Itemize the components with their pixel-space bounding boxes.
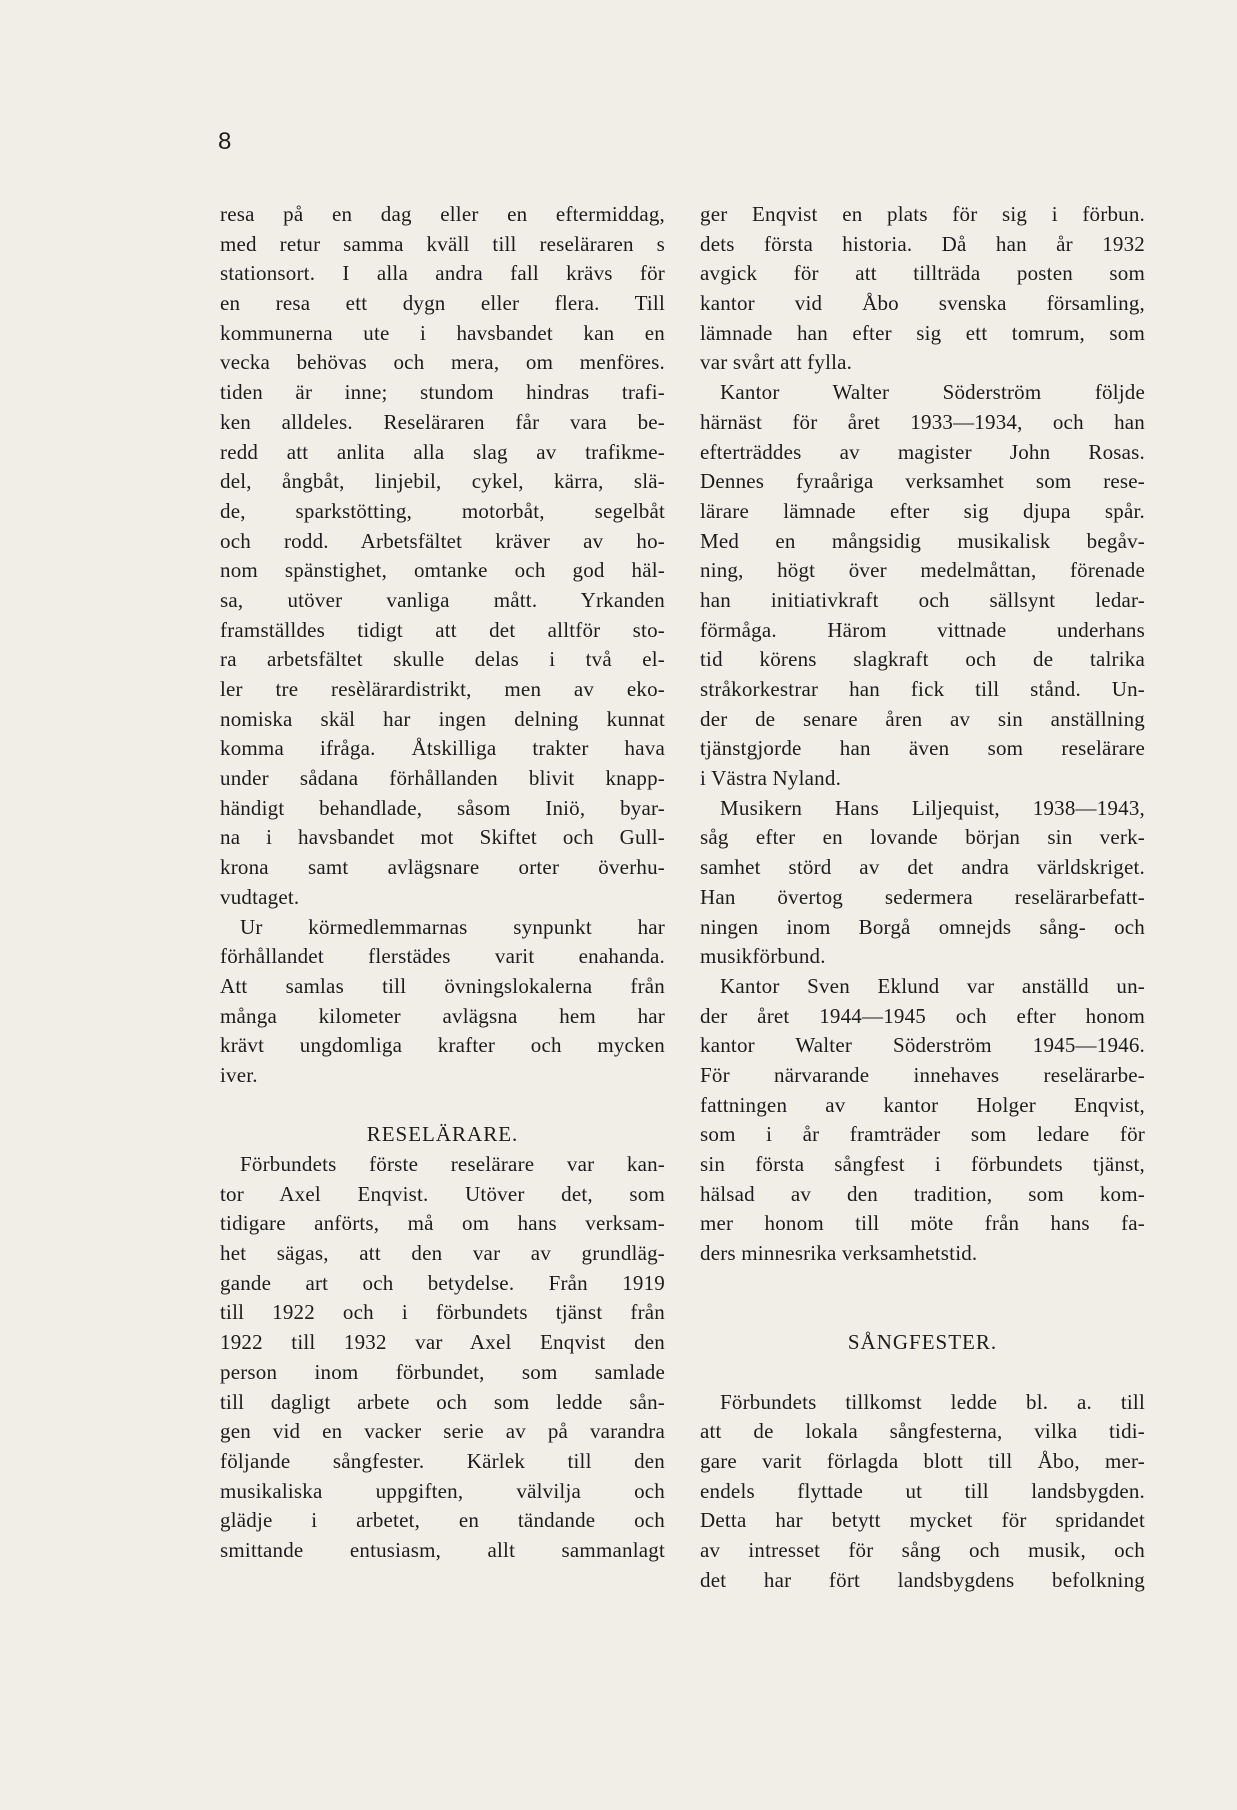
text-line: såg efter en lovande början sin verk- — [700, 825, 1145, 850]
right-column — [700, 200, 1145, 1595]
text-line: Med en mångsidig musikalisk begåv- — [700, 528, 1145, 553]
text-line: 1922 till 1932 var Axel Enqvist den — [220, 1330, 665, 1355]
text-line: nomiska skäl har ingen delning kunnat — [220, 706, 665, 731]
text-line: tid körens slagkraft och de talrika — [700, 647, 1145, 672]
section-heading: RESELÄRARE. — [366, 1122, 519, 1147]
text-line: redd att anlita alla slag av trafikme- — [220, 439, 665, 464]
text-line: Att samlas till övningslokalerna från — [220, 973, 665, 998]
left-column — [220, 200, 665, 1566]
text-line: att de lokala sångfesterna, vilka tidi- — [700, 1419, 1145, 1444]
text-line: efterträddes av magister John Rosas. — [700, 439, 1145, 464]
text-line: kantor vid Åbo svenska församling, — [700, 291, 1145, 316]
paragraph-spacer — [220, 1091, 665, 1121]
text-line: stråkorkestrar han fick till stånd. Un- — [700, 677, 1145, 701]
text-line: hälsad av den tradition, som kom- — [700, 1181, 1145, 1206]
text-line: krävt ungdomliga krafter och mycken — [220, 1033, 665, 1058]
text-line: tjänstgjorde han även som reselärare — [700, 736, 1145, 761]
text-line: gen vid en vacker serie av på varandra — [220, 1419, 665, 1444]
text-line: Ur körmedlemmarnas synpunkt har — [240, 914, 665, 939]
text-line: Förbundets förste reselärare var kan- — [240, 1152, 665, 1176]
text-line: sa, utöver vanliga mått. Yrkanden — [220, 587, 665, 612]
text-line: ra arbetsfältet skulle delas i två el- — [220, 647, 665, 672]
text-line: framställdes tidigt att det alltför sto- — [220, 617, 665, 642]
text-line: många kilometer avlägsna hem har — [220, 1003, 665, 1028]
text-line: i Västra Nyland. — [700, 766, 842, 791]
text-line: vudtaget. — [220, 884, 300, 909]
page-number: 8 — [218, 128, 232, 155]
text-line: det har fört landsbygdens befolkning — [700, 1567, 1145, 1592]
text-line: med retur samma kväll till reseläraren s — [220, 231, 665, 256]
text-line: För närvarande innehaves reselärarbe- — [700, 1062, 1145, 1087]
text-line: följande sångfester. Kärlek till den — [220, 1448, 665, 1473]
text-line: ler tre resèlärardistrikt, men av eko- — [220, 677, 665, 701]
text-line: sin första sångfest i förbundets tjänst, — [700, 1152, 1145, 1176]
paragraph-spacer — [700, 1269, 1145, 1299]
text-line: händigt behandlade, såsom Iniö, byar- — [220, 795, 665, 820]
text-line: vecka behövas och mera, om menföres. — [220, 350, 665, 375]
text-line: ken alldeles. Reseläraren får vara be- — [220, 409, 665, 434]
text-line: tor Axel Enqvist. Utöver det, som — [220, 1181, 665, 1206]
text-line: tiden är inne; stundom hindras trafi- — [220, 380, 665, 405]
text-line: en resa ett dygn eller flera. Till — [220, 291, 665, 316]
text-line: av intresset för sång och musik, och — [700, 1537, 1145, 1562]
text-line: fattningen av kantor Holger Enqvist, — [700, 1092, 1145, 1117]
text-line: under sådana förhållanden blivit knapp- — [220, 766, 665, 791]
text-line: ningen inom Borgå omnejds sång- och — [700, 914, 1145, 939]
text-line: lämnade han efter sig ett tomrum, som — [700, 320, 1145, 345]
text-line: Detta har betytt mycket för spridandet — [700, 1508, 1145, 1533]
paragraph-spacer — [700, 1298, 1145, 1328]
text-line: Dennes fyraåriga verksamhet som rese- — [700, 469, 1145, 494]
text-line: het sägas, att den var av grundläg- — [220, 1241, 665, 1266]
text-line: som i år framträder som ledare för — [700, 1122, 1145, 1147]
text-line: Kantor Sven Eklund var anställd un- — [720, 973, 1145, 998]
text-line: lärare lämnade efter sig djupa spår. — [700, 498, 1145, 523]
text-line: kommunerna ute i havsbandet kan en — [220, 320, 665, 345]
text-line: tidigare anförts, må om hans verksam- — [220, 1211, 665, 1236]
text-line: Förbundets tillkomst ledde bl. a. till — [720, 1389, 1145, 1414]
section-heading: SÅNGFESTER. — [847, 1330, 998, 1355]
text-line: ders minnesrika verksamhetstid. — [700, 1241, 978, 1266]
text-line: de, sparkstötting, motorbåt, segelbåt — [220, 498, 665, 523]
text-line: Musikern Hans Liljequist, 1938—1943, — [720, 795, 1145, 820]
text-line: avgick för att tillträda posten som — [700, 261, 1145, 286]
text-line: härnäst för året 1933—1934, och han — [700, 409, 1145, 434]
text-line: stationsort. I alla andra fall krävs för — [220, 261, 665, 286]
text-line: dets första historia. Då han år 1932 — [700, 231, 1145, 256]
text-line: samhet störd av det andra världskriget. — [700, 855, 1145, 880]
text-line: Han övertog sedermera reselärarbefatt- — [700, 884, 1145, 909]
text-line: förhållandet flerstädes varit enahanda. — [220, 944, 665, 969]
text-line: gande art och betydelse. Från 1919 — [220, 1270, 665, 1295]
text-line: musikaliska uppgiften, välvilja och — [220, 1478, 665, 1503]
text-line: till 1922 och i förbundets tjänst från — [220, 1300, 665, 1325]
text-line: del, ångbåt, linjebil, cykel, kärra, slä- — [220, 469, 665, 494]
text-line: till dagligt arbete och som ledde sån- — [220, 1389, 665, 1414]
text-line: der året 1944—1945 och efter honom — [700, 1003, 1145, 1028]
text-line: mer honom till möte från hans fa- — [700, 1211, 1145, 1236]
text-line: krona samt avlägsnare orter överhu- — [220, 855, 665, 880]
text-line: der de senare åren av sin anställning — [700, 706, 1145, 731]
text-line: glädje i arbetet, en tändande och — [220, 1508, 665, 1533]
text-line: komma ifråga. Åtskilliga trakter hava — [220, 736, 665, 761]
text-line: iver. — [220, 1062, 258, 1087]
text-line: smittande entusiasm, allt sammanlagt — [220, 1537, 665, 1562]
text-line: gare varit förlagda blott till Åbo, mer- — [700, 1448, 1145, 1473]
text-line: och rodd. Arbetsfältet kräver av ho- — [220, 528, 665, 553]
text-line: förmåga. Härom vittnade underhans — [700, 617, 1145, 642]
text-line: person inom förbundet, som samlade — [220, 1359, 665, 1384]
text-line: nom spänstighet, omtanke och god häl- — [220, 558, 665, 583]
text-line: ning, högt över medelmåttan, förenade — [700, 558, 1145, 583]
text-line: na i havsbandet mot Skiftet och Gull- — [220, 825, 665, 850]
text-line: resa på en dag eller en eftermiddag, — [220, 202, 665, 226]
text-line: han initiativkraft och sällsynt ledar- — [700, 587, 1145, 612]
text-line: kantor Walter Söderström 1945—1946. — [700, 1033, 1145, 1058]
paragraph-spacer — [700, 1358, 1145, 1388]
text-line: ger Enqvist en plats för sig i förbun. — [700, 202, 1145, 226]
text-line: endels flyttade ut till landsbygden. — [700, 1478, 1145, 1503]
text-line: Kantor Walter Söderström följde — [720, 380, 1145, 405]
text-line: musikförbund. — [700, 944, 826, 969]
text-line: var svårt att fylla. — [700, 350, 853, 375]
